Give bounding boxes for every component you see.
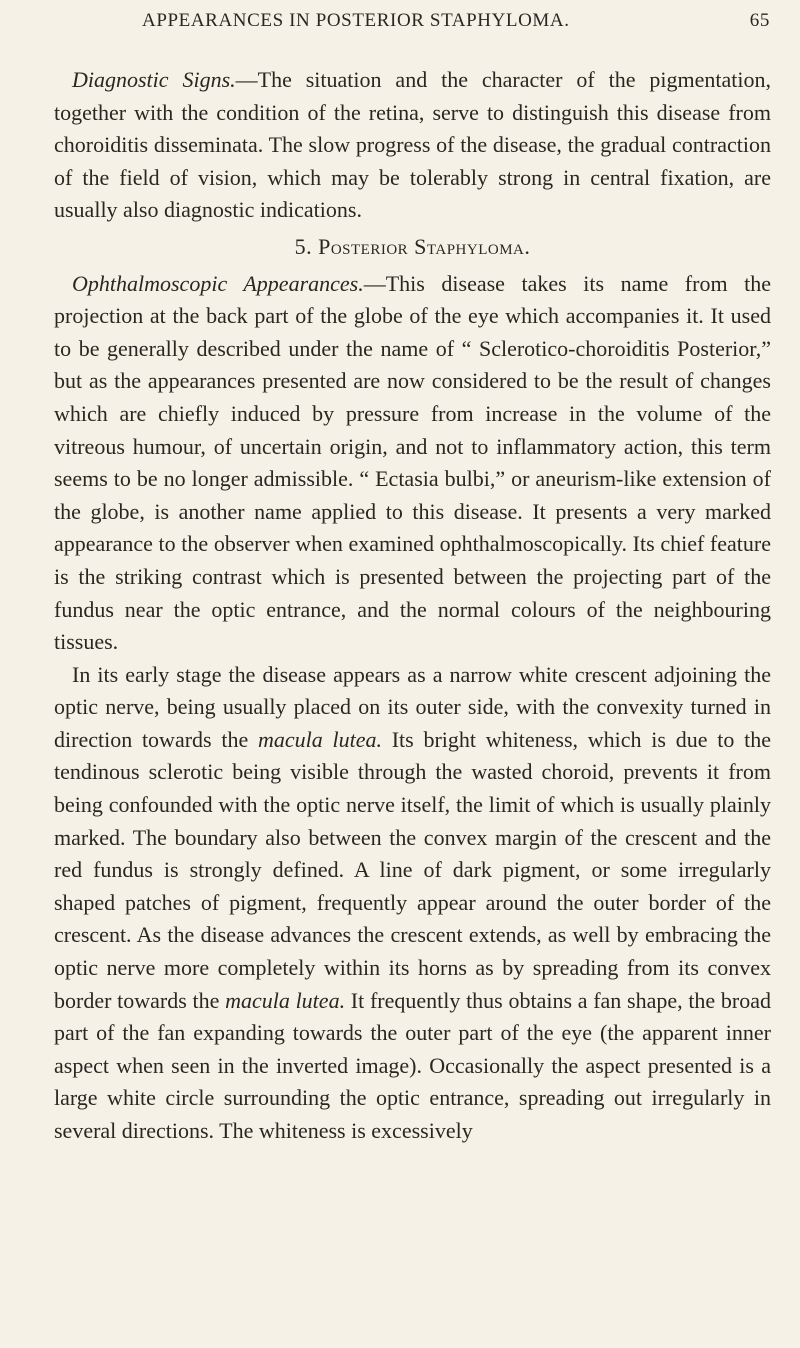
ophthalmoscopic-appearances-text: —This disease takes its name from the projection at the back part of the globe of the eye which accompanies it. It used to be generally described under the name of “ Sclerotico-choroiditis Posterior,” but as the appearances presented are now considered to be the result of changes which are chiefly induced by pressure from increase in the volume of the vitreous humour, of uncertain origin, and not to inflammatory action, this term seems to be no longer admissible. “ Ectasia bulbi,” or aneurism-like extension of the globe, is another name applied to this disease. It presents a very marked appearance to the observer when examined ophthalmoscopically. Its chief feature is the striking contrast which is presented between the projecting part of the fundus near the optic entrance, and the normal colours of the neighbouring tissues. bbox=[54, 270, 771, 655]
early-stage-text-1: In its early stage the disease appears as a narrow white crescent adjoining the optic nerve, being usually placed on its outer side, with the convexity turned in direction towards the bbox=[54, 661, 771, 752]
running-head bbox=[142, 10, 770, 32]
early-stage-text-2: Its bright whiteness, which is due to the tendinous sclerotic being visible through the wasted choroid, prevents it from being confounded with the optic nerve itself, the limit of which is usually plainly marked. The boundary also between the convex margin of the crescent and the red fundus is strongly defined. A line of dark pigment, or some irregularly shaped patches of pigment, frequently appear around the outer border of the crescent. As the disease advances the crescent extends, as well by embracing the optic nerve more completely within its horns as by spreading from its convex border towards the bbox=[54, 726, 771, 1013]
diagnostic-signs-label: Diagnostic Signs. bbox=[72, 67, 236, 92]
section-heading: 5. Posterior Staphyloma. bbox=[294, 233, 531, 259]
macula-lutea-term-1: macula lutea. bbox=[257, 726, 382, 752]
diagnostic-signs-text: —The situation and the character of the pigmentation, together with the condition of the retina, serve to distinguish this disease from choroiditis disseminata. The slow progress of the disease, the gradual contraction of the field of vision, which may be tolerably strong in central fixation, are usually also diagnostic indications. bbox=[54, 67, 771, 223]
running-head-title: APPEARANCES IN POSTERIOR STAPHYLOMA. bbox=[142, 10, 570, 31]
paragraph-diagnostic-signs bbox=[54, 64, 771, 227]
paragraph-ophthalmoscopic-appearances bbox=[54, 268, 771, 659]
macula-lutea-term-2: macula lutea. bbox=[225, 987, 346, 1013]
page-number: 65 bbox=[749, 10, 770, 31]
early-stage-text-3: It frequently thus obtains a fan shape, the broad part of the fan expanding towards the outer part of the eye (the apparent inner aspect when seen in the inverted image). Occasionally the aspect presented is a large white circle surrounding the optic entrance, spreading out irregularly in several directions. The whiteness is excessively bbox=[54, 987, 771, 1143]
body-text bbox=[54, 64, 771, 1148]
paragraph-early-stage bbox=[54, 659, 771, 1148]
ophthalmoscopic-appearances-label: Ophthalmoscopic Appearances. bbox=[72, 270, 364, 296]
